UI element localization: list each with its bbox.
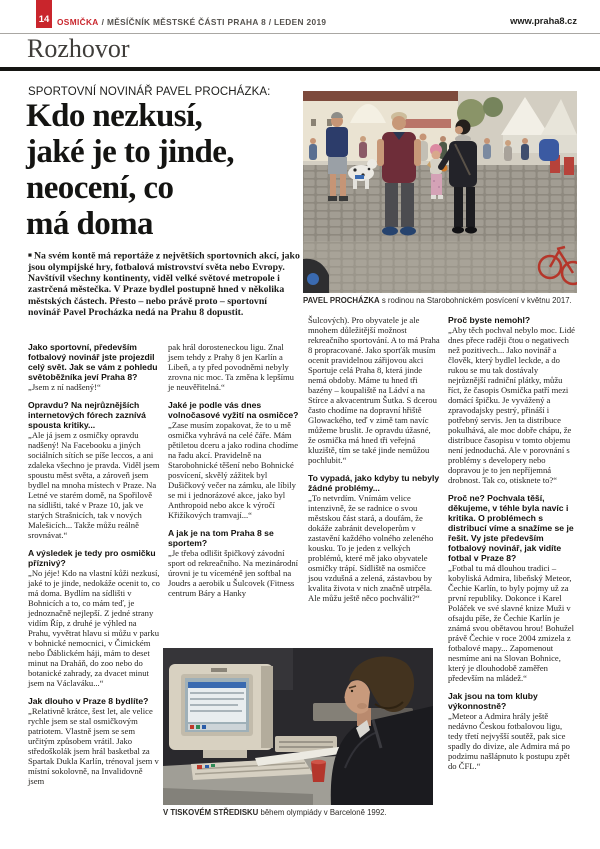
interview-question: Opravdu? Na nejrůznějších internetových fórech zaznívá spousta kritiky...: [28, 400, 146, 430]
interview-answer: „Zase musím zopakovat, že to u mě osmička vyhrává na celé čáře. Mám pětiletou dceru a jako rodina chodíme na řadu akcí. Pravidelně na Starobohnické těšení nebo Bohnické posvícení, skvělý zážitek byl Dušičkový večer na zámku, ale líbily se mi i jednorázové akce, jako byl Anthropoid nebo akce k výročí Křižíkových tramvají...“: [168, 420, 299, 520]
headline-line: neocení, co: [26, 170, 174, 206]
interview-answer: „Relativně krátce, šest let, ale velice rychle jsem se stal osmičkovým patriotem. Vlastně jsem se sem určitým způsobem vrátil. Jako středoškolák jsem hrál basketbal za Spartak Dukla Karlín, trénoval jsem v místní sokolovně, na Invalidovně jsem: [28, 706, 159, 786]
photo-bottom-caption-rest: během olympiády v Barceloně 1992.: [258, 808, 387, 817]
interview-column-3: [308, 315, 440, 603]
headline-line: Kdo nezkusí,: [26, 98, 203, 134]
intro-bullet: ■: [28, 252, 32, 259]
interview-question: A výsledek je tedy pro osmičku příznivý?: [28, 548, 156, 568]
brand-name: OSMIČKA: [57, 17, 99, 27]
interview-question: Proč byste nemohl?: [448, 315, 531, 325]
interview-answer: „To netvrdím. Vnímám velice intenzivně, že se radnice o svou městskou část stará, a doufám, že dokáže zabránit developerům v zastavění každého volného zeleného kousku. To je jeden z velkých problémů, které mě jako obyvatele osmičky trápí. Sídliště na osmičce jsou vzdušná a zelená, zástavbou by kvalita života v nich značně utrpěla. Ale můžu ještě něco pochválit?“: [308, 493, 434, 603]
interview-answer: „Aby těch pochval nebylo moc. Lidé dnes přece raději čtou o negativech než pozitivech... Jako novinář a člověk, který bydlel leckde, a do rukou se mu tak dostávaly nejrůznější radniční plátky, můžu říct, že časopis Osmička patří mezi domácí špičku. Je vyvážený a zpravodajsky pestrý, přináší i potřebný servis. Jen ta distribuce pokulhává, ale moc dobře chápu, že distribuce časopisu v tomto objemu není jednoduchá. Ale v porovnání s problémy s developery nebo dopravou je to jen nepříjemná drobnost. Tak co, otisknete to?“: [448, 325, 575, 485]
kicker: SPORTOVNÍ NOVINÁŘ PAVEL PROCHÁZKA:: [28, 86, 271, 98]
page-number-box: [36, 0, 52, 28]
interview-question: A jak je na tom Praha 8 se sportem?: [168, 528, 274, 548]
interview-column-4: [448, 315, 578, 771]
interview-answer: „Je třeba odlišit špičkový závodní sport od rekreačního. Na mezinárodní úrovni je tu víceméně jen softbal na Joudrs a aerobik u Šulcovek (Fitness centrum Báry a Hanky: [168, 548, 299, 598]
interview-answer: pak hrál dorosteneckou ligu. Znal jsem tehdy z Prahy 8 jen Karlín a Libeň, a ty před povodněmi nebyly zrovna nic moc. Ta změna k lepšímu je neuvěřitelná.“: [168, 342, 294, 392]
photo-press-centre-image: [163, 648, 433, 805]
interview-answer: „Meteor a Admira hrály ještě nedávno Českou fotbalovou ligu, tedy třetí nejvyšší soutěž, pak sice spadly do divize, ale Admira má po podzimu našlápnuto k postupu zpět do ČFL.“: [448, 711, 570, 771]
interview-answer: Šulcových). Pro obyvatele je ale mnohem důležitější možnost rekreačního sportování. A to má Praha 8 propracované. Jako sporťák musím ocenit pravidelnou zářijovou akci Sportuje celá Praha 8, která jinde nemá obdoby. Máme tu hned tři bazény – koupaliště na Ládví a na Stírce a akvacentrum Šutka. S dcerou často chodíme na dopravní hřiště Glowackého, teď v zimě tam navíc můžeme bruslit. Je opravdu úžasné, že osmička má hned tři veřejná kluziště, tím se také jinde nemůžou pochlubit.“: [308, 315, 440, 465]
photo-family-fair-image: [303, 91, 577, 293]
photo-press-centre: [163, 648, 433, 818]
interview-answer: „Jsem z ní nadšený!“: [28, 382, 101, 392]
interview-question: Jak jsou na tom kluby výkonnostně?: [448, 691, 538, 711]
section-rule: [0, 67, 600, 71]
page-number: 14: [38, 14, 50, 25]
headline-line: má doma: [26, 206, 153, 242]
photo-bottom-caption-lead: V TISKOVÉM STŘEDISKU: [163, 808, 259, 817]
red-cup: [311, 760, 326, 782]
interview-question: Jak dlouho v Praze 8 bydlíte?: [28, 696, 149, 706]
photo-top-caption-rest: s rodinou na Starobohnickém posvícení v květnu 2017.: [379, 296, 572, 305]
section-title: Rozhovor: [27, 34, 130, 63]
intro-paragraph: [28, 250, 302, 318]
interview-question: To vypadá, jako kdyby tu nebyly žádné problémy...: [308, 473, 440, 493]
interview-answer: „No jéje! Kdo na vlastní kůži nezkusí, jaké to je jinde, nedokáže ocenit to, co má doma. Bydlím na sídlišti v Bohnicích a to, co mám teď, je jednoznačně nejlepší. Z jedné strany vidím Říp, z druhé je výhled na Prahu, vyvětrat hlavu si můžu v parku v bohnické nemocnici, v Čimickém nebo Ďáblickém háji, mám to deset minut na Draháň, do zoo nebo do botanické zahrady, za dvacet minut jsem na Václaváku...“: [28, 568, 160, 688]
photo-top-caption-lead: PAVEL PROCHÁZKA: [303, 296, 380, 305]
headline: [26, 98, 310, 242]
photo-family-fair: [303, 91, 577, 306]
masthead-subtitle: / MĚSÍČNÍK MĚSTSKÉ ČÁSTI PRAHA 8 / LEDEN 2019: [101, 17, 327, 27]
interview-column-1: [28, 342, 160, 786]
interview-answer: „Ale já jsem z osmičky opravdu nadšený! Na Facebooku a jiných sociálních sítích se píše leccos, a ani zdaleka všechno je pravda. Viděl jsem spoustu měst světa, a zároveň jsem bydlel na mnoha místech v Praze. Na Letné ve starém domě, na Spořilově na sídlišti, také v Praze 10, jak ve starých Strašnicích, tak v nových Malešicích... Takže můžu reálně srovnávat.“: [28, 430, 160, 540]
crt-monitor: [169, 664, 273, 758]
interview-answer: „Fotbal tu má dlouhou tradici – kobyliská Admira, libeňský Meteor, Čechie Karlín, to byly pojmy už za první republiky. Dokonce i Karel Poláček ve své slavné knize Muži v ofsajdu píše, že Čechie Karlín je známá svou obětavou hrou! Bohužel právě Čechie v roce 2004 zmizela z fotbalové mapy... Zapomenout nesmíme ani na Slovan Bohnice, který je dlouhodobě zaměřen především na mládež.“: [448, 563, 575, 683]
interview-question: Jaké je podle vás dnes volnočasové vyžití na osmičce?: [168, 400, 299, 420]
intro-text: Na svém kontě má reportáže z největších sportovních akcí, jako jsou olympijské hry, fotbalová mistrovství světa nebo Evropy. Navštívil všechny kontinenty, viděl velké světové metropole i zastrčená městečka. V Praze bydlel postupně hned v několika městských částech. Přesto – nebo právě proto – sportovní novinář Pavel Procházka nedá na Prahu 8 dopustit.: [28, 250, 300, 318]
website-url: www.praha8.cz: [510, 16, 577, 26]
interview-question: Jako sportovní, především fotbalový novinář jste projezdil celý svět. Jak se vám z pohledu světoběžníka jeví Praha 8?: [28, 342, 158, 382]
photo-top-caption: [303, 296, 577, 306]
masthead: [57, 17, 326, 27]
interview-question: Proč ne? Pochvala těší, děkujeme, v téhle byla navíc i kritika. O problémech s distribucí víme a snažíme se je řešit. Vy jste především fotbalový novinář, jak vidíte fotbal v Praze 8?: [448, 493, 574, 563]
interview-column-2: [168, 342, 300, 598]
photo-bottom-caption: [163, 808, 433, 818]
headline-line: jaké je to jinde,: [26, 134, 234, 170]
